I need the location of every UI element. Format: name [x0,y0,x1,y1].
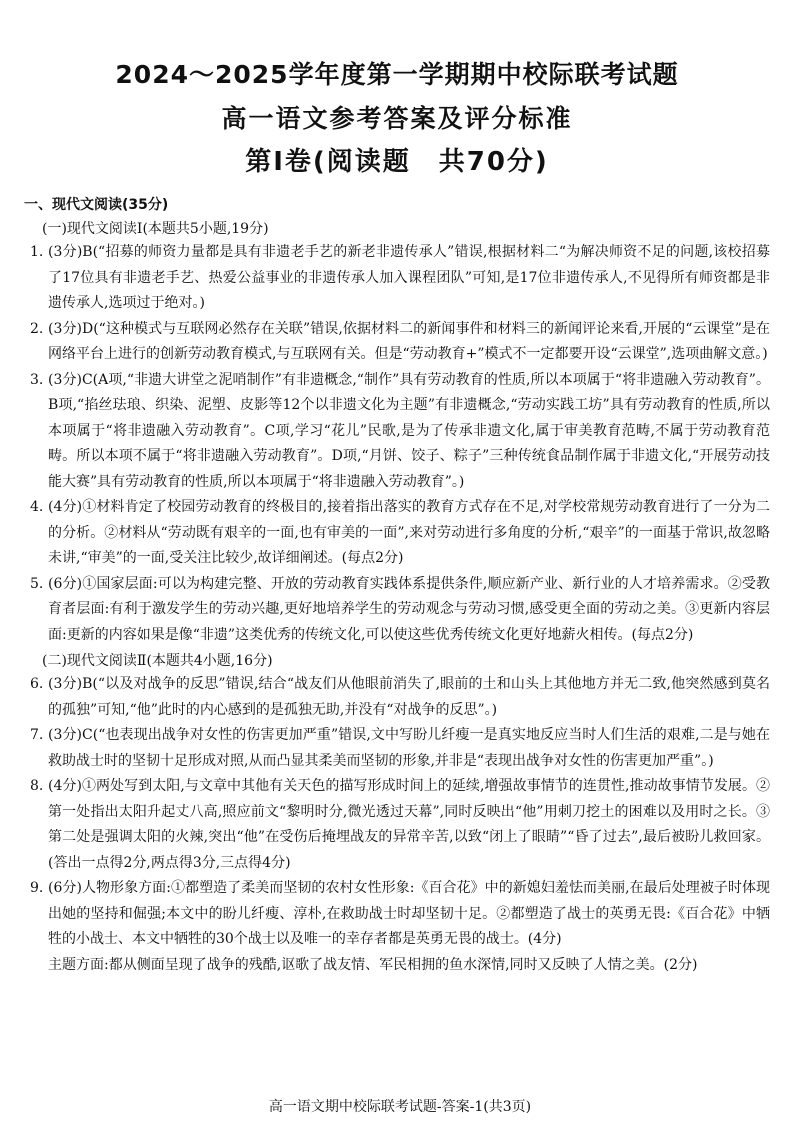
question-number: 5. [30,575,44,592]
subsection-heading-reading-2: (二)现代文阅读Ⅱ(本题共4小题,16分) [42,653,273,669]
question-number: 9. [30,880,44,896]
answer-item-6 [24,672,770,723]
answer-item-1 [24,240,770,317]
answer-text: (3分)B(“以及对战争的反思”错误,结合“战友们从他眼前消失了,眼前的土和山头上其他地方并无二致,他突然感到莫名的孤独”可知,“他”此时的内心感到的是孤独无助,并没有“对战争的反思”。) [48,676,770,718]
question-number: 2. [30,320,44,337]
answer-item-9 [24,876,770,953]
answer-text: (3分)C(A项,“非遗大讲堂之泥哨制作”有非遗概念,“制作”具有劳动教育的性质,所以本项属于“将非遗融入劳动教育”。B项,“掐丝珐琅、织染、泥塑、皮影等12个以非遗文化为主题”有非遗概念,“劳动实践工坊”具有劳动教育的性质,所以本项属于“将非遗融入劳动教育”。C项,学习“花儿”民歌,是为了传承非遗文化,属于审美教育范畴,不属于劳动教育范畴。所以本项不属于“将非遗融入劳动教育”。D项,“月饼、饺子、粽子”三种传统食品制作属于非遗文化,“开展劳动技能大赛”具有劳动教育的性质,所以本项属于“将非遗融入劳动教育”。) [48,371,770,490]
answer-text: (3分)B(“招募的师资力量都是具有非遗老手艺的新老非遗传承人”错误,根据材料二“为解决师资不足的问题,该校招募了17位具有非遗老手艺、热爱公益事业的非遗传承人加入课程团队”可知,是17位非遗传承人,不见得所有师资都是非遗传承人,选项过于绝对。) [48,244,770,311]
section-heading-modern-reading: 一、现代文阅读(35分) [24,197,169,213]
answer-text: (6分)人物形象方面:①都塑造了柔美而坚韧的农村女性形象:《百合花》中的新媳妇羞怯而美丽,在最后处理被子时体现出她的坚持和倔强;本文中的盼儿纤瘦、淳朴,在救助战士时却坚韧十足。②都塑造了战士的英勇无畏:《百合花》中牺牲的小战士、本文中牺牲的30个战士以及唯一的幸存者都是英勇无畏的战士。(4分) [48,880,770,947]
answer-item-8 [24,774,770,876]
exam-title: 2024～2025学年度第一学期期中校际联考试题 [115,60,679,89]
answer-item-9-continuation: 主题方面:都从侧面呈现了战争的残酷,讴歌了战友情、军民相拥的鱼水深情,同时又反映了人情之美。(2分) [48,956,698,973]
question-number: 3. [30,371,44,388]
question-number: 4. [30,499,44,515]
exam-subtitle: 高一语文参考答案及评分标准 [221,104,573,133]
subsection-heading-reading-1: (一)现代文阅读Ⅰ(本题共5小题,19分) [42,221,269,237]
volume-heading: 第Ⅰ卷(阅读题 共70分) [245,147,549,177]
answer-item-4 [24,495,770,572]
answer-item-2 [24,317,770,368]
answer-text: (4分)①两处写到太阳,与文章中其他有关天色的描写形成时间上的延续,增强故事情节的连贯性,推动故事情节发展。②第一处指出太阳升起丈八高,照应前文“黎明时分,微光透过天幕”,同时反映出“他”用刺刀挖土的困难以及用时之长。③第二处是强调太阳的火辣,突出“他”在受伤后掩埋战友的异常辛苦,以致“闭上了眼睛”“昏了过去”,最后被盼儿救回家。(答出一点得2分,两点得3分,三点得4分) [48,778,770,871]
answer-item-5 [24,572,770,649]
answer-item-7 [24,723,770,774]
question-number: 6. [30,676,44,692]
question-number: 7. [30,727,44,743]
answer-item-3 [24,368,770,496]
question-number: 8. [30,778,44,794]
page-footer: 高一语文期中校际联考试题-答案-1(共3页) [268,1099,532,1115]
answer-text: (6分)①国家层面:可以为构建完整、开放的劳动教育实践体系提供条件,顺应新产业、新行业的人才培养需求。②受教育者层面:有利于激发学生的劳动兴趣,更好地培养学生的劳动观念与劳动习惯,感受更全面的劳动之美。③更新内容层面:更新的内容如果是像“非遗”这类优秀的传统文化,可以使这些优秀传统文化更好地薪火相传。(每点2分) [48,575,770,643]
answer-text: (3分)D(“这种模式与互联网必然存在关联”错误,依据材料二的新闻事件和材料三的新闻评论来看,开展的“云课堂”是在网络平台上进行的创新劳动教育模式,与互联网有关。但是“劳动教育+”模式不一定都要开设“云课堂”,选项曲解文意。) [48,320,770,362]
question-number: 1. [30,244,44,260]
answer-text: (4分)①材料肯定了校园劳动教育的终极目的,接着指出落实的教育方式存在不足,对学校常规劳动教育进行了一分为二的分析。②材料从“劳动既有艰辛的一面,也有审美的一面”,来对劳动进行多角度的分析,“艰辛”的一面基于常识,故忽略未讲,“审美”的一面,受关注比较少,故详细阐述。(每点2分) [48,499,770,566]
answer-text: (3分)C(“也表现出战争对女性的伤害更加严重”错误,文中写盼儿纤瘦一是真实地反应当时人们生活的艰难,二是与她在救助战士时的坚韧十足形成对照,从而凸显其柔美而坚韧的形象,并非是“表现出战争对女性的伤害更加严重”。) [48,727,770,769]
